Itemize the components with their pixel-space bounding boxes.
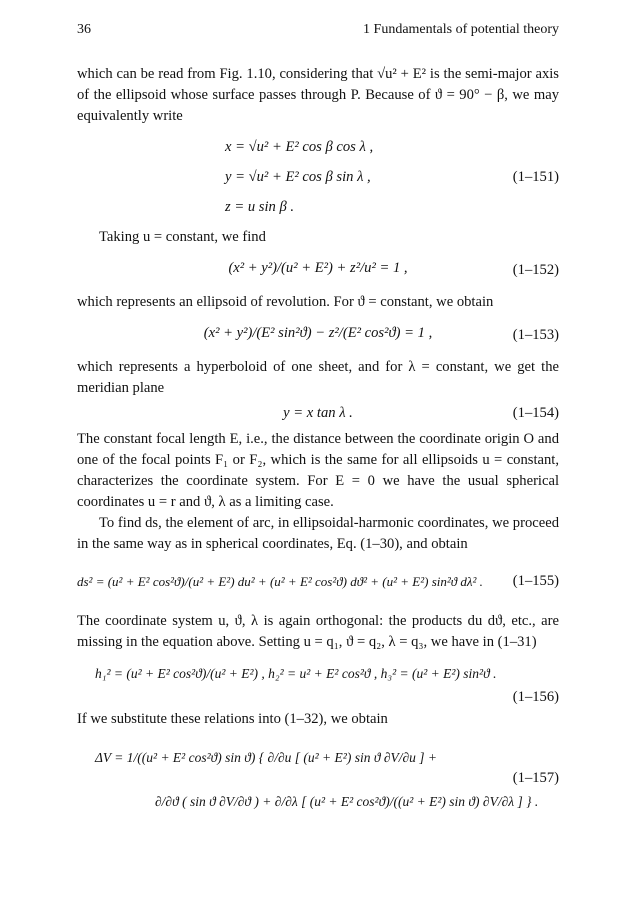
equation-number: (1–157) [512,770,559,786]
equation-expression: z = u sin β . [225,199,295,215]
paragraph-7: The coordinate system u, ϑ, λ is again orthogonal: the products du dϑ, etc., are missing in the equation above. Setting u = q₁, ϑ = q₂, λ = q₃, we have in (1–31) [77,613,559,650]
page-body [77,64,559,834]
running-title: 1 Fundamentals of potential theory [363,22,559,37]
equation-1-152 [77,248,559,292]
equation-1-156 [77,653,559,709]
paragraph-8: If we substitute these relations into (1–32), we obtain [77,711,388,727]
equation-number: (1–153) [512,327,559,343]
paragraph-5: The constant focal length E, i.e., the distance between the coordinate origin O and one of the focal points F₁ or F₂, which is the same for all ellipsoids u = constant, characterizes the coordinate system. For E = 0 we have the usual spherical coordinates u = r and ϑ, λ as a limiting case. [77,431,559,510]
equation-1-151c [77,193,559,223]
equation-number: (1–156) [512,689,559,705]
paragraph-6: To find ds, the element of arc, in ellipsoidal-harmonic coordinates, we proceed in the same way as in spherical coordinates, Eq. (1–30), and obtain [77,515,559,552]
equation-number: (1–151) [512,169,559,185]
equation-1-157 [77,730,559,834]
equation-line-1: ΔV = 1/((u² + E² cos²ϑ) sin ϑ) { ∂/∂u [ (u² + E²) sin ϑ ∂V/∂u ] + [95,750,438,765]
equation-line-2: ∂/∂ϑ ( sin ϑ ∂V/∂ϑ ) + ∂/∂λ [ (u² + E² cos²ϑ)/((u² + E²) sin ϑ) ∂V/∂λ ] } . [155,794,539,809]
page-header [77,22,559,42]
equation-1-151a [77,133,559,163]
equation-1-155 [77,555,559,611]
equation-expression: (x² + y²)/(u² + E²) + z²/u² = 1 , [228,260,408,276]
paragraph-3: which represents an ellipsoid of revolution. For ϑ = constant, we obtain [77,294,494,310]
page-number: 36 [77,22,91,37]
equation-1-153 [77,313,559,357]
equation-expression: h₁² = (u² + E² cos²ϑ)/(u² + E²) , h₂² = u² + E² cos²ϑ , h₃² = (u² + E²) sin²ϑ . [95,666,497,681]
equation-expression: x = √u² + E² cos β cos λ , [225,139,374,155]
equation-number: (1–152) [512,262,559,278]
equation-1-151b [77,163,559,193]
equation-expression: (x² + y²)/(E² sin²ϑ) − z²/(E² cos²ϑ) = 1 , [203,325,433,341]
equation-expression: ds² = (u² + E² cos²ϑ)/(u² + E²) du² + (u² + E² cos²ϑ) dϑ² + (u² + E²) sin²ϑ dλ² . [77,574,483,589]
equation-1-154 [77,399,559,429]
equation-expression: y = x tan λ . [283,405,353,421]
paragraph-2: Taking u = constant, we find [99,229,266,245]
equation-number: (1–154) [512,405,559,421]
paragraph-4: which represents a hyperboloid of one sheet, and for λ = constant, we get the meridian plane [77,359,559,396]
equation-number: (1–155) [512,573,559,589]
equation-expression: y = √u² + E² cos β sin λ , [225,169,371,185]
paragraph-1: which can be read from Fig. 1.10, considering that √u² + E² is the semi-major axis of the ellipsoid whose surface passes through P. Because of ϑ = 90° − β, we may equivalently write [77,66,559,124]
